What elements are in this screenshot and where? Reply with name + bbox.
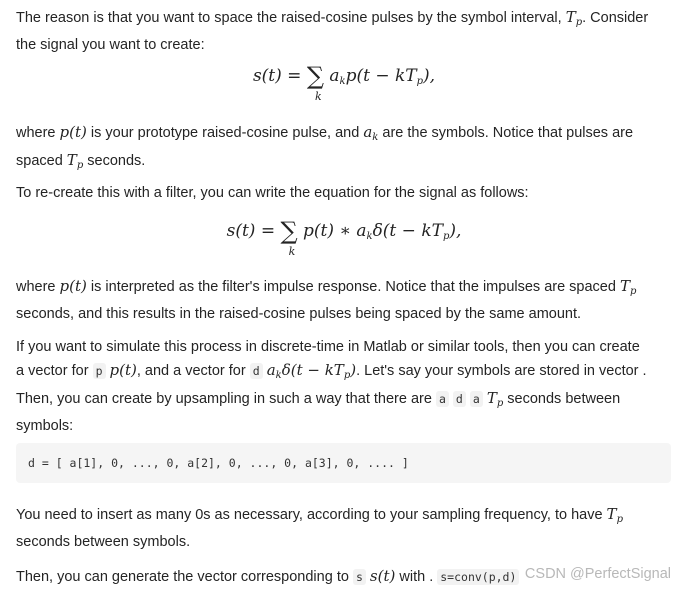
eq-term: ),: [423, 66, 436, 86]
math-sub: k: [275, 370, 282, 381]
math-sub: p: [343, 370, 351, 381]
math-term: δ(t − kT: [281, 361, 344, 379]
math-var: T: [565, 8, 576, 26]
math-tp: [566, 8, 582, 26]
text: where: [16, 125, 56, 141]
paragraph-3: [16, 182, 676, 205]
inline-code: s=conv(p,d): [437, 569, 519, 585]
eq-lhs: s(t) =: [226, 221, 276, 241]
math-tp: [67, 151, 83, 169]
text: the signal you want to create:: [16, 37, 205, 53]
text: If you want to simulate this process in discrete-time in Matlab or similar tools, then you can create: [16, 339, 640, 355]
text: where: [16, 279, 56, 295]
inline-code: d: [453, 391, 466, 407]
text: seconds between symbols.: [16, 534, 191, 550]
eq-sub: k: [339, 76, 346, 87]
inline-code: d: [250, 363, 263, 379]
paragraph-4: [16, 275, 676, 326]
math-pt: p(t): [59, 123, 87, 141]
sum-index: k: [314, 90, 322, 103]
math-pt: p(t): [109, 361, 137, 379]
equation-1-line: [252, 62, 436, 103]
text: Then, you can generate the vector corresponding to: [16, 569, 349, 585]
equation-1: [16, 62, 672, 103]
equation-2-line: [226, 217, 462, 258]
eq-term: p(t) ∗ a: [303, 221, 367, 241]
math-var: a: [363, 123, 373, 141]
math-var: T: [486, 389, 497, 407]
sum-symbol: ∑: [280, 217, 298, 245]
paragraph-5: [16, 336, 676, 438]
text: Then, you can create by upsampling in such a way that there are: [16, 391, 432, 407]
inline-code: a: [470, 391, 483, 407]
text: seconds.: [87, 153, 146, 169]
math-pt: p(t): [59, 277, 87, 295]
inline-code: s: [353, 569, 366, 585]
text: seconds, and this results in the raised-cosine pulses being spaced by the same amount.: [16, 306, 582, 322]
inline-code: p: [93, 363, 106, 379]
math-term: ): [350, 361, 357, 379]
math-var: T: [66, 151, 77, 169]
text: is your prototype raised-cosine pulse, and: [90, 125, 360, 141]
text: The reason is that you want to space the raised-cosine pulses by the symbol interval,: [16, 10, 562, 26]
math-sub: p: [76, 160, 84, 171]
paragraph-1: [16, 6, 676, 57]
text: a vector for: [16, 363, 89, 379]
text: . Consider: [582, 10, 649, 26]
eq-term: a: [329, 66, 340, 86]
math-tp: [620, 277, 636, 295]
math-ak: [363, 123, 378, 141]
text: with .: [399, 569, 434, 585]
math-var: T: [619, 277, 630, 295]
eq-sub: p: [416, 76, 424, 87]
eq-sub: k: [366, 231, 373, 242]
math-tp: [607, 505, 623, 523]
text: To re-create this with a filter, you can write the equation for the signal as follows:: [16, 185, 529, 201]
equation-2: [16, 217, 672, 258]
sum-index: k: [288, 245, 296, 258]
text: seconds between: [507, 391, 621, 407]
math-sub: p: [575, 17, 583, 28]
code-block: [16, 443, 671, 483]
math-sub: p: [496, 398, 504, 409]
math-sub: k: [372, 132, 379, 143]
text: . Let's say your symbols are stored in vector .: [356, 363, 647, 379]
sum-symbol: ∑: [306, 62, 324, 90]
text: is interpreted as the filter's impulse response. Notice that the impulses are spaced: [90, 279, 616, 295]
eq-term: ),: [449, 221, 462, 241]
eq-sub: p: [442, 231, 450, 242]
text: You need to insert as many 0s as necessary, according to your sampling frequency, to have: [16, 507, 603, 523]
math-st: s(t): [369, 567, 396, 585]
eq-lhs: s(t) =: [252, 66, 302, 86]
paragraph-2: [16, 121, 676, 177]
text: are the symbols. Notice that pulses are: [382, 125, 634, 141]
paragraph-6: [16, 503, 676, 554]
math-sub: p: [616, 514, 623, 525]
watermark: CSDN @PerfectSignal: [524, 566, 671, 582]
math-var: a: [266, 361, 276, 379]
text: symbols:: [16, 418, 74, 434]
inline-code: a: [436, 391, 449, 407]
eq-term: p(t − kT: [345, 66, 417, 86]
math-ak-delta: [267, 361, 356, 379]
eq-term: δ(t − kT: [372, 221, 443, 241]
math-sub: p: [629, 286, 637, 297]
text: , and a vector for: [136, 363, 246, 379]
math-tp: [487, 389, 503, 407]
code-text: d = [ a[1], 0, ..., 0, a[2], 0, ..., 0, a[3], 0, .... ]: [28, 456, 409, 470]
text: spaced: [16, 153, 63, 169]
math-var: T: [606, 505, 617, 523]
